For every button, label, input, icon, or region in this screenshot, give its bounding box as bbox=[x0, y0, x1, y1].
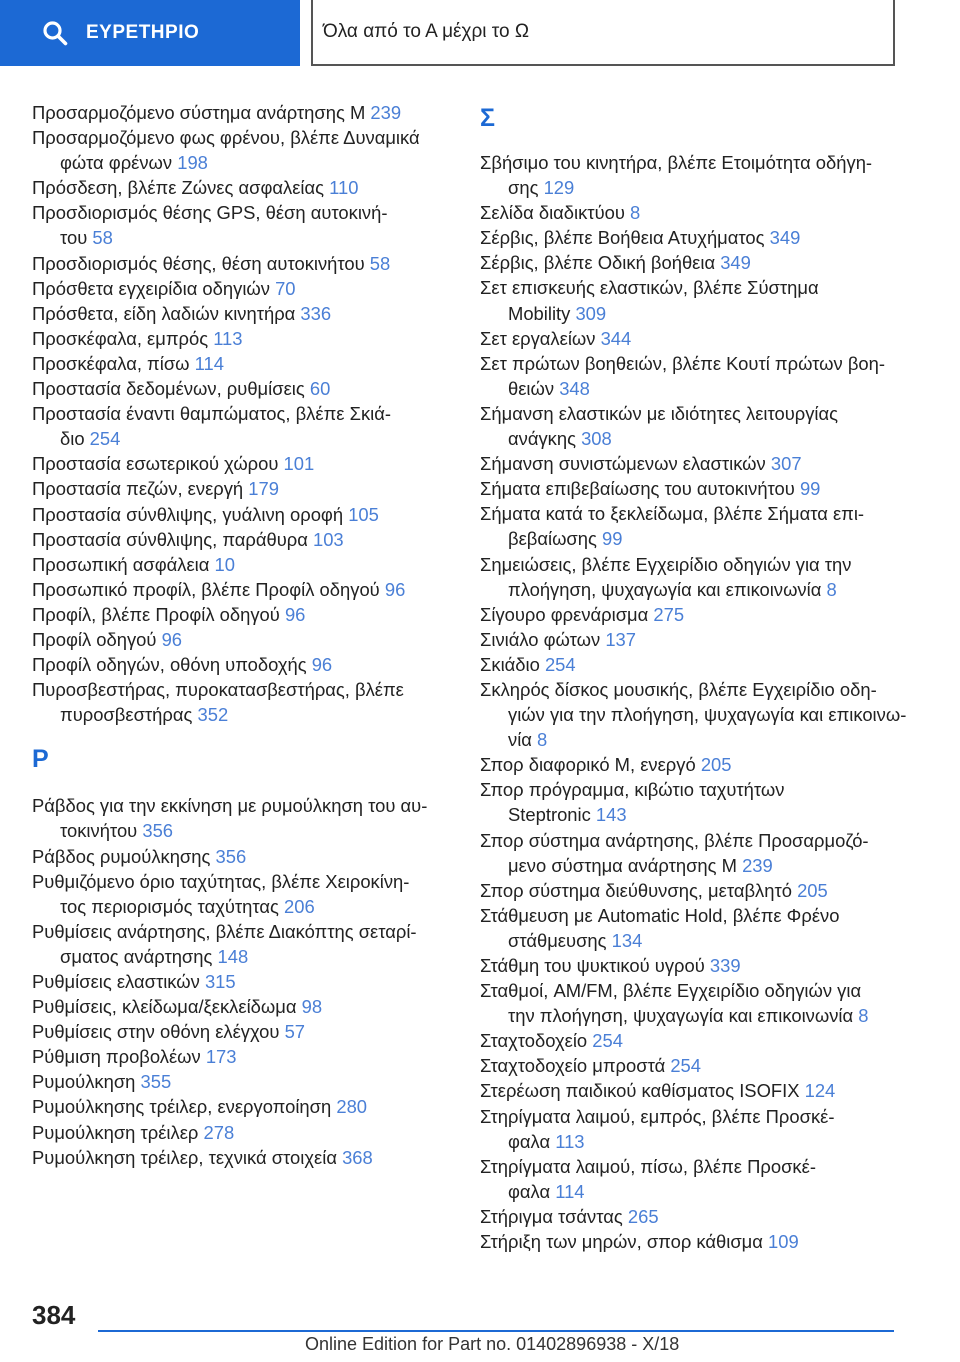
page-link[interactable]: 254 bbox=[670, 1055, 702, 1077]
page-link[interactable]: 105 bbox=[348, 503, 379, 525]
index-entry bbox=[32, 1094, 452, 1119]
index-group-r bbox=[32, 793, 452, 1169]
index-entry-text: Στάθμη του ψυκτικού υγρού bbox=[480, 955, 710, 976]
index-entry-text: Σταχτοδοχείο bbox=[480, 1030, 593, 1052]
tab-all-label: Όλα από το Α μέχρι το Ω bbox=[323, 21, 530, 42]
index-entry-text: Πυροσβεστήρας, πυροκατασβεστήρας, βλέπε bbox=[32, 679, 404, 701]
page-link[interactable]: 143 bbox=[595, 804, 627, 826]
page-link[interactable]: 239 bbox=[742, 854, 773, 876]
index-group-p bbox=[32, 100, 452, 727]
index-entry bbox=[480, 928, 900, 953]
index-entry-text: Σκληρός δίσκος μουσικής, βλέπε Εγχειρίδιο οδη‐ bbox=[480, 678, 877, 700]
index-entry bbox=[480, 903, 900, 928]
page-link[interactable]: 254 bbox=[89, 428, 121, 450]
index-entry bbox=[32, 527, 452, 552]
index-entry-text: Steptronic bbox=[508, 804, 596, 826]
index-entry-text: Προστασία πεζών, ενεργή bbox=[32, 478, 249, 500]
page-link[interactable]: 8 bbox=[826, 578, 837, 600]
index-entry bbox=[32, 577, 452, 602]
index-entry bbox=[32, 326, 452, 351]
header bbox=[0, 0, 960, 66]
index-entry-text: διο bbox=[60, 428, 90, 450]
page-link[interactable]: 99 bbox=[601, 528, 623, 550]
page-number: 384 bbox=[32, 1300, 76, 1330]
index-entry bbox=[32, 552, 452, 577]
index-entry-text: Σπορ σύστημα διεύθυνσης, μεταβλητό bbox=[480, 879, 798, 901]
index-entry bbox=[480, 878, 900, 903]
page-link[interactable]: 356 bbox=[142, 820, 174, 842]
index-entry-text: Σημειώσεις, βλέπε Εγχειρίδιο οδηγιών για την bbox=[480, 553, 852, 575]
index-entry bbox=[32, 869, 452, 894]
page-link[interactable]: 280 bbox=[336, 1096, 368, 1118]
index-entry-text: Ράβδος ρυμούλκησης bbox=[32, 845, 216, 867]
index-entry bbox=[32, 652, 452, 677]
page-link[interactable]: 124 bbox=[804, 1080, 836, 1102]
index-entry bbox=[480, 1078, 900, 1103]
index-column-left bbox=[32, 100, 452, 1170]
index-entry-text: Ρυμούλκηση τρέιλερ, τεχνικά στοιχεία bbox=[32, 1146, 343, 1168]
index-entry bbox=[32, 894, 452, 919]
index-entry-text: Προσωπική ασφάλεια bbox=[32, 553, 215, 575]
index-entry bbox=[480, 275, 900, 300]
page-link[interactable]: 60 bbox=[309, 378, 331, 400]
page-link[interactable]: 58 bbox=[92, 227, 113, 249]
footer-divider bbox=[98, 1330, 894, 1332]
index-entry bbox=[32, 426, 452, 451]
index-entry bbox=[480, 1053, 900, 1078]
index-entry-text: Προσδιορισμός θέσης GPS, θέση αυτοκινή‐ bbox=[32, 202, 388, 224]
index-entry-text: Προσκέφαλα, εμπρός bbox=[32, 327, 214, 349]
index-entry-text: Σβήσιμο του κινητήρα, βλέπε Ετοιμότητα οδήγη‐ bbox=[480, 152, 873, 173]
index-entry-text: τοκινήτου bbox=[60, 820, 143, 842]
index-entry bbox=[480, 978, 900, 1003]
index-entry bbox=[32, 401, 452, 426]
page-link[interactable]: 349 bbox=[769, 227, 801, 249]
page-link[interactable]: 355 bbox=[140, 1071, 172, 1093]
index-entry bbox=[480, 501, 900, 526]
index-entry bbox=[480, 225, 900, 250]
index-entry bbox=[480, 1204, 900, 1229]
footer-edition: Online Edition for Part no. 01402896938 - X/18 bbox=[305, 1334, 680, 1354]
index-entry bbox=[32, 1069, 452, 1094]
index-entry bbox=[480, 1028, 900, 1053]
index-entry bbox=[32, 276, 452, 301]
page-link[interactable]: 179 bbox=[248, 478, 279, 500]
index-entry bbox=[32, 844, 452, 869]
tab-all-a-to-z[interactable] bbox=[311, 0, 895, 66]
index-entry-text: Προστασία σύνθλιψης, γυάλινη οροφή bbox=[32, 503, 349, 525]
index-entry-text: Ρύθμιση προβολέων bbox=[32, 1046, 206, 1068]
page-link[interactable]: 129 bbox=[543, 177, 575, 199]
index-entry bbox=[32, 476, 452, 501]
index-entry bbox=[32, 100, 452, 125]
index-entry bbox=[480, 552, 900, 577]
index-entry bbox=[32, 251, 452, 276]
index-entry bbox=[480, 426, 900, 451]
index-entry-text: Πρόσθετα, είδη λαδιών κινητήρα bbox=[32, 302, 301, 324]
index-entry bbox=[32, 602, 452, 627]
index-entry-text: Προσδιορισμός θέσης, θέση αυτοκινήτου bbox=[32, 252, 370, 274]
page-link[interactable]: 114 bbox=[194, 352, 224, 374]
index-entry bbox=[32, 125, 452, 150]
index-entry bbox=[32, 677, 452, 702]
index-entry bbox=[480, 702, 907, 727]
index-entry bbox=[480, 652, 900, 677]
index-entry bbox=[32, 150, 452, 175]
index-entry-text: Ρυθμίσεις ανάρτησης, βλέπε Διακόπτης σεταρί‐ bbox=[32, 920, 417, 942]
index-entry-text: Ρυθμιζόμενο όριο ταχύτητας, βλέπε Χειροκίνη‐ bbox=[32, 870, 410, 892]
index-entry-text: Ρυμούλκηση τρέιλερ bbox=[32, 1121, 204, 1143]
page-link[interactable]: 308 bbox=[581, 428, 612, 450]
page-link[interactable]: 205 bbox=[797, 879, 828, 901]
index-entry bbox=[32, 301, 452, 326]
index-entry-text: Σπορ σύστημα ανάρτησης, βλέπε Προσαρμοζό‐ bbox=[480, 829, 869, 851]
index-entry bbox=[32, 1120, 452, 1145]
index-entry-text: τος περιορισμός ταχύτητας bbox=[60, 895, 285, 917]
index-entry-text: Σήματα κατά το ξεκλείδωμα, βλέπε Σήματα επι‐ bbox=[480, 503, 865, 525]
index-entry-text: Σέρβις, βλέπε Βοήθεια Ατυχήματος bbox=[480, 227, 770, 249]
index-entry bbox=[480, 301, 900, 326]
index-letter-r: Ρ bbox=[32, 745, 49, 774]
index-entry bbox=[480, 1129, 900, 1154]
index-entry-text: Σταθμοί, AM/FM, βλέπε Εγχειρίδιο οδηγιών για bbox=[480, 980, 862, 1002]
page-link[interactable]: 137 bbox=[605, 628, 637, 650]
index-entry bbox=[480, 250, 900, 275]
index-entry bbox=[32, 376, 452, 401]
index-entry-text: μενο σύστημα ανάρτησης M bbox=[508, 854, 743, 876]
search-icon bbox=[42, 20, 68, 46]
index-entry bbox=[480, 577, 900, 602]
page-link[interactable]: 356 bbox=[215, 845, 247, 867]
index-entry bbox=[32, 175, 452, 200]
page-link[interactable]: 99 bbox=[799, 478, 821, 500]
index-entry bbox=[480, 602, 900, 627]
page-link[interactable]: 349 bbox=[720, 252, 751, 274]
index-entry bbox=[32, 451, 452, 476]
index-entry-text: γιών για την πλοήγηση, ψυχαγωγία και επικοινω‐ bbox=[508, 704, 907, 726]
page-link[interactable]: 254 bbox=[592, 1030, 623, 1052]
index-entry-text: ανάγκης bbox=[508, 428, 582, 450]
page-link[interactable]: 339 bbox=[709, 955, 741, 976]
index-entry bbox=[480, 777, 900, 802]
page-link[interactable]: 109 bbox=[768, 1231, 799, 1253]
page-link[interactable]: 205 bbox=[700, 754, 732, 776]
index-entry bbox=[480, 401, 900, 426]
index-entry bbox=[480, 351, 900, 376]
index-entry bbox=[32, 919, 452, 944]
index-entry bbox=[480, 150, 900, 175]
index-entry-text: Σήματα επιβεβαίωσης του αυτοκινήτου bbox=[480, 478, 800, 500]
page-link[interactable]: 368 bbox=[342, 1146, 373, 1168]
page-link[interactable]: 348 bbox=[559, 377, 590, 399]
page-link[interactable]: 309 bbox=[575, 302, 607, 324]
index-entry-text: Mobility bbox=[508, 302, 576, 324]
index-entry-text: Προσαρμοζόμενο φως φρένου, βλέπε Δυναμικά bbox=[32, 127, 420, 149]
index-entry-text: Προσκέφαλα, πίσω bbox=[32, 352, 195, 374]
index-entry-text: Σετ εργαλείων bbox=[480, 327, 601, 349]
index-entry-text: Στήριγμα τσάντας bbox=[480, 1205, 628, 1227]
index-entry bbox=[480, 953, 900, 978]
index-entry-text: Προστασία σύνθλιψης, παράθυρα bbox=[32, 528, 313, 550]
index-entry-text: Σκιάδιο bbox=[480, 653, 545, 675]
index-entry bbox=[480, 677, 900, 702]
index-entry bbox=[480, 802, 900, 827]
index-entry-text: Σέρβις, βλέπε Οδική βοήθεια bbox=[480, 252, 721, 274]
page-link[interactable]: 96 bbox=[384, 578, 406, 600]
page-link[interactable]: 265 bbox=[627, 1205, 659, 1227]
page-link[interactable]: 206 bbox=[284, 895, 315, 917]
page-link[interactable]: 10 bbox=[214, 553, 235, 575]
page-link[interactable]: 134 bbox=[611, 929, 643, 951]
index-entry bbox=[32, 793, 452, 818]
index-entry-text: Σπορ πρόγραμμα, κιβώτιο ταχυτήτων bbox=[480, 779, 785, 801]
index-entry bbox=[480, 627, 900, 652]
page-link[interactable]: 148 bbox=[217, 945, 249, 967]
index-entry-text: Στερέωση παιδικού καθίσματος ISOFIX bbox=[480, 1080, 805, 1102]
index-entry bbox=[32, 200, 452, 225]
index-entry-text: Σινιάλο φώτων bbox=[480, 628, 606, 650]
index-entry bbox=[480, 1104, 900, 1129]
index-entry-text: πυροσβεστήρας bbox=[60, 704, 198, 726]
index-entry bbox=[32, 1145, 452, 1170]
index-entry-text: Προστασία εσωτερικού χώρου bbox=[32, 453, 284, 475]
index-entry-text: σματος ανάρτησης bbox=[60, 945, 218, 967]
index-entry-text: Στηρίγματα λαιμού, πίσω, βλέπε Προσκέ‐ bbox=[480, 1155, 816, 1177]
index-entry bbox=[480, 200, 900, 225]
index-entry bbox=[32, 502, 452, 527]
page-link[interactable]: 344 bbox=[600, 327, 632, 349]
index-entry-text: νία bbox=[508, 729, 538, 751]
index-entry bbox=[480, 828, 900, 853]
index-entry bbox=[480, 376, 900, 401]
index-entry-text: Σετ πρώτων βοηθειών, βλέπε Κουτί πρώτων βοη‐ bbox=[480, 352, 886, 374]
page-link[interactable]: 58 bbox=[369, 252, 391, 274]
index-entry bbox=[480, 175, 900, 200]
index-entry-text: Προσαρμοζόμενο σύστημα ανάρτησης M bbox=[32, 102, 371, 123]
page-link[interactable]: 96 bbox=[161, 628, 183, 650]
index-entry bbox=[480, 451, 900, 476]
index-entry-text: Στήριξη των μηρών, σπορ κάθισμα bbox=[480, 1231, 769, 1253]
index-entry bbox=[480, 727, 900, 752]
index-letter-s: Σ bbox=[480, 104, 496, 132]
index-entry bbox=[32, 351, 452, 376]
index-entry bbox=[32, 944, 452, 969]
page-link[interactable]: 96 bbox=[284, 603, 306, 625]
index-entry bbox=[480, 1179, 900, 1204]
page-link[interactable]: 103 bbox=[312, 528, 344, 550]
index-entry-text: την πλοήγηση, ψυχαγωγία και επικοινωνία bbox=[508, 1005, 859, 1027]
page-link[interactable]: 8 bbox=[630, 202, 641, 224]
index-entry-text: Προφίλ οδηγών, οθόνη υποδοχής bbox=[32, 654, 312, 676]
page-link[interactable]: 278 bbox=[203, 1121, 235, 1143]
page-link[interactable]: 8 bbox=[537, 729, 548, 751]
page-link[interactable]: 101 bbox=[283, 453, 315, 475]
tab-index[interactable] bbox=[0, 0, 300, 66]
index-entry-text: φαλα bbox=[508, 1180, 556, 1202]
page-link[interactable]: 96 bbox=[311, 654, 333, 676]
index-entry bbox=[480, 526, 900, 551]
index-entry-text: Προστασία έναντι θαμπώματος, βλέπε Σκιά‐ bbox=[32, 403, 391, 425]
index-entry-text: φώτα φρένων bbox=[60, 152, 178, 174]
page-link[interactable]: 110 bbox=[329, 177, 359, 199]
index-entry-text: Πρόσθετα εγχειρίδια οδηγιών bbox=[32, 277, 276, 299]
index-entry bbox=[32, 1044, 452, 1069]
index-entry-text: Σταχτοδοχείο μπροστά bbox=[480, 1055, 671, 1077]
page-link[interactable]: 352 bbox=[197, 704, 229, 726]
page-link[interactable]: 275 bbox=[653, 603, 685, 625]
index-entry-text: Στάθμευση με Automatic Hold, βλέπε Φρένο bbox=[480, 904, 840, 926]
index-entry-text: βεβαίωσης bbox=[508, 528, 602, 550]
page-link[interactable]: 315 bbox=[204, 971, 236, 992]
index-entry-text: Ράβδος για την εκκίνηση με ρυμούλκηση του αυ‐ bbox=[32, 795, 428, 817]
index-entry bbox=[32, 818, 452, 843]
index-entry bbox=[32, 994, 452, 1019]
index-entry-text: Πρόσδεση, βλέπε Ζώνες ασφαλείας bbox=[32, 177, 330, 199]
index-entry bbox=[480, 752, 900, 777]
page-link[interactable]: 57 bbox=[284, 1021, 306, 1043]
index-entry bbox=[32, 1019, 452, 1044]
index-entry-text: Ρυθμίσεις ελαστικών bbox=[32, 971, 205, 992]
index-entry-text: Σελίδα διαδικτύου bbox=[480, 202, 631, 224]
index-entry bbox=[480, 1154, 900, 1179]
index-entry bbox=[32, 627, 452, 652]
index-group-s bbox=[480, 150, 907, 1254]
page-link[interactable]: 113 bbox=[213, 327, 243, 349]
index-entry-text: θειών bbox=[508, 377, 560, 399]
page-link[interactable]: 239 bbox=[370, 102, 402, 123]
index-entry-text: Προστασία δεδομένων, ρυθμίσεις bbox=[32, 378, 310, 400]
index-entry-text: Προσωπικό προφίλ, βλέπε Προφίλ οδηγού bbox=[32, 578, 385, 600]
index-entry bbox=[32, 969, 452, 994]
index-entry bbox=[32, 225, 452, 250]
page-link[interactable]: 98 bbox=[301, 996, 323, 1018]
index-entry bbox=[480, 476, 900, 501]
index-entry-text: πλοήγηση, ψυχαγωγία και επικοινωνία bbox=[508, 578, 827, 600]
page-link[interactable]: 113 bbox=[555, 1130, 585, 1152]
index-entry-text: Προφίλ οδηγού bbox=[32, 628, 162, 650]
index-entry-text: Σίγουρο φρενάρισμα bbox=[480, 603, 654, 625]
index-entry-text: Ρυμούλκηση bbox=[32, 1071, 141, 1093]
index-entry-text: Ρυμούλκησης τρέιλερ, ενεργοποίηση bbox=[32, 1096, 337, 1118]
index-entry-text: Στηρίγματα λαιμού, εμπρός, βλέπε Προσκέ‐ bbox=[480, 1105, 835, 1127]
page-link[interactable]: 70 bbox=[275, 277, 296, 299]
index-entry-text: Σπορ διαφορικό M, ενεργό bbox=[480, 754, 701, 776]
page-link[interactable]: 173 bbox=[205, 1046, 237, 1068]
index-entry bbox=[480, 1003, 900, 1028]
index-entry-text: φαλα bbox=[508, 1130, 556, 1152]
index-entry bbox=[32, 702, 452, 727]
index-entry-text: Σετ επισκευής ελαστικών, βλέπε Σύστημα bbox=[480, 277, 819, 299]
index-entry-text: Ρυθμίσεις, κλείδωμα/ξεκλείδωμα bbox=[32, 996, 302, 1018]
page-link[interactable]: 336 bbox=[300, 302, 332, 324]
index-entry-text: Σήμανση συνιστώμενων ελαστικών bbox=[480, 453, 771, 475]
index-entry-text: του bbox=[60, 227, 93, 249]
index-entry bbox=[480, 326, 900, 351]
index-entry-text: Ρυθμίσεις στην οθόνη ελέγχου bbox=[32, 1021, 285, 1043]
index-entry-text: στάθμευσης bbox=[508, 929, 612, 951]
page-link[interactable]: 114 bbox=[555, 1180, 585, 1202]
index-entry bbox=[480, 853, 900, 878]
index-entry bbox=[480, 1229, 900, 1254]
index-entry-text: Προφίλ, βλέπε Προφίλ οδηγού bbox=[32, 603, 285, 625]
index-entry-text: Σήμανση ελαστικών με ιδιότητες λειτουργίας bbox=[480, 402, 839, 424]
page-link[interactable]: 198 bbox=[177, 152, 208, 174]
page-link[interactable]: 254 bbox=[544, 653, 576, 675]
index-column-right bbox=[480, 100, 907, 1254]
page-link[interactable]: 8 bbox=[858, 1005, 869, 1027]
tab-index-label: ΕΥΡΕΤΗΡΙΟ bbox=[86, 22, 200, 43]
index-entry-text: σης bbox=[508, 177, 544, 199]
page-link[interactable]: 307 bbox=[770, 453, 802, 475]
